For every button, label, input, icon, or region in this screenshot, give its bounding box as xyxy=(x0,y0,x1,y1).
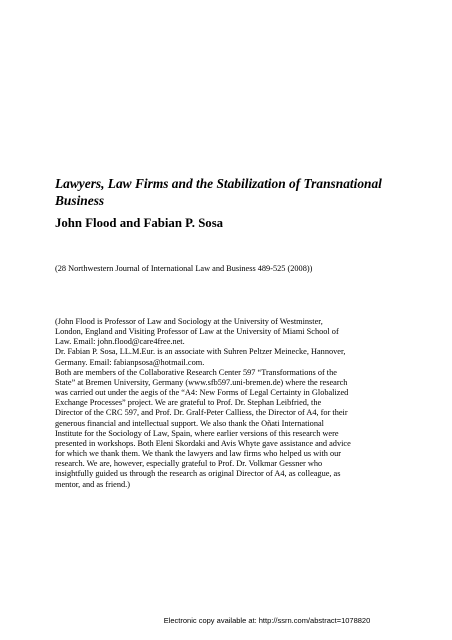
paper-citation: (28 Northwestern Journal of International Law and Business 489-525 (2008)) xyxy=(55,264,313,273)
author-note-line: State” at Bremen University, Germany (www.sfb597.uni-bremen.de) where the research xyxy=(55,377,348,387)
author-note-line: London, England and Visiting Professor of Law at the University of Miami School of xyxy=(55,327,339,337)
author-note-line: (John Flood is Professor of Law and Sociology at the University of Westminster, xyxy=(55,317,323,326)
author-note-line: research. We are, however, especially grateful to Prof. Dr. Volkmar Gessner who xyxy=(55,459,323,469)
author-note-line: for which we thank them. We thank the lawyers and law firms who helped us with our xyxy=(55,449,342,459)
author-notes xyxy=(55,317,405,490)
author-note-line: Germany. Email: fabianpsosa@hotmail.com. xyxy=(55,357,205,367)
author-note-line: insightfully guided us through the research as original Director of A4, as colleague, as xyxy=(55,469,341,479)
ssrn-footer: Electronic copy available at: http://ssrn.com/abstract=1078820 xyxy=(163,616,371,625)
paper-authors: John Flood and Fabian P. Sosa xyxy=(55,216,224,230)
author-note-line: Institute for the Sociology of Law, Spain, where earlier versions of this research were xyxy=(55,428,339,438)
author-note-line: was carried out under the aegis of the “A4: New Forms of Legal Certainty in Globalized xyxy=(55,388,349,398)
author-note-line: generous financial and intellectual support. We also thank the Oñati International xyxy=(55,418,324,428)
author-note-line: Exchange Processes” project. We are grateful to Prof. Dr. Stephan Leibfried, the xyxy=(55,398,322,408)
paper-title: Lawyers, Law Firms and the Stabilization of Transnational Business xyxy=(55,176,382,208)
author-note-line: presented in workshops. Both Eleni Skordaki and Avis Whyte gave assistance and advice xyxy=(55,438,351,448)
author-note-line: Dr. Fabian P. Sosa, LL.M.Eur. is an associate with Suhren Peltzer Meinecke, Hannover, xyxy=(55,347,346,357)
author-note-line: Law. Email: john.flood@care4free.net. xyxy=(55,337,185,347)
author-note-line: mentor, and as friend.) xyxy=(55,479,131,489)
author-note-line: Both are members of the Collaborative Research Center 597 “Transformations of the xyxy=(55,367,337,377)
author-note-line: Director of the CRC 597, and Prof. Dr. Gralf-Peter Calliess, the Director of A4, for their xyxy=(55,408,348,418)
